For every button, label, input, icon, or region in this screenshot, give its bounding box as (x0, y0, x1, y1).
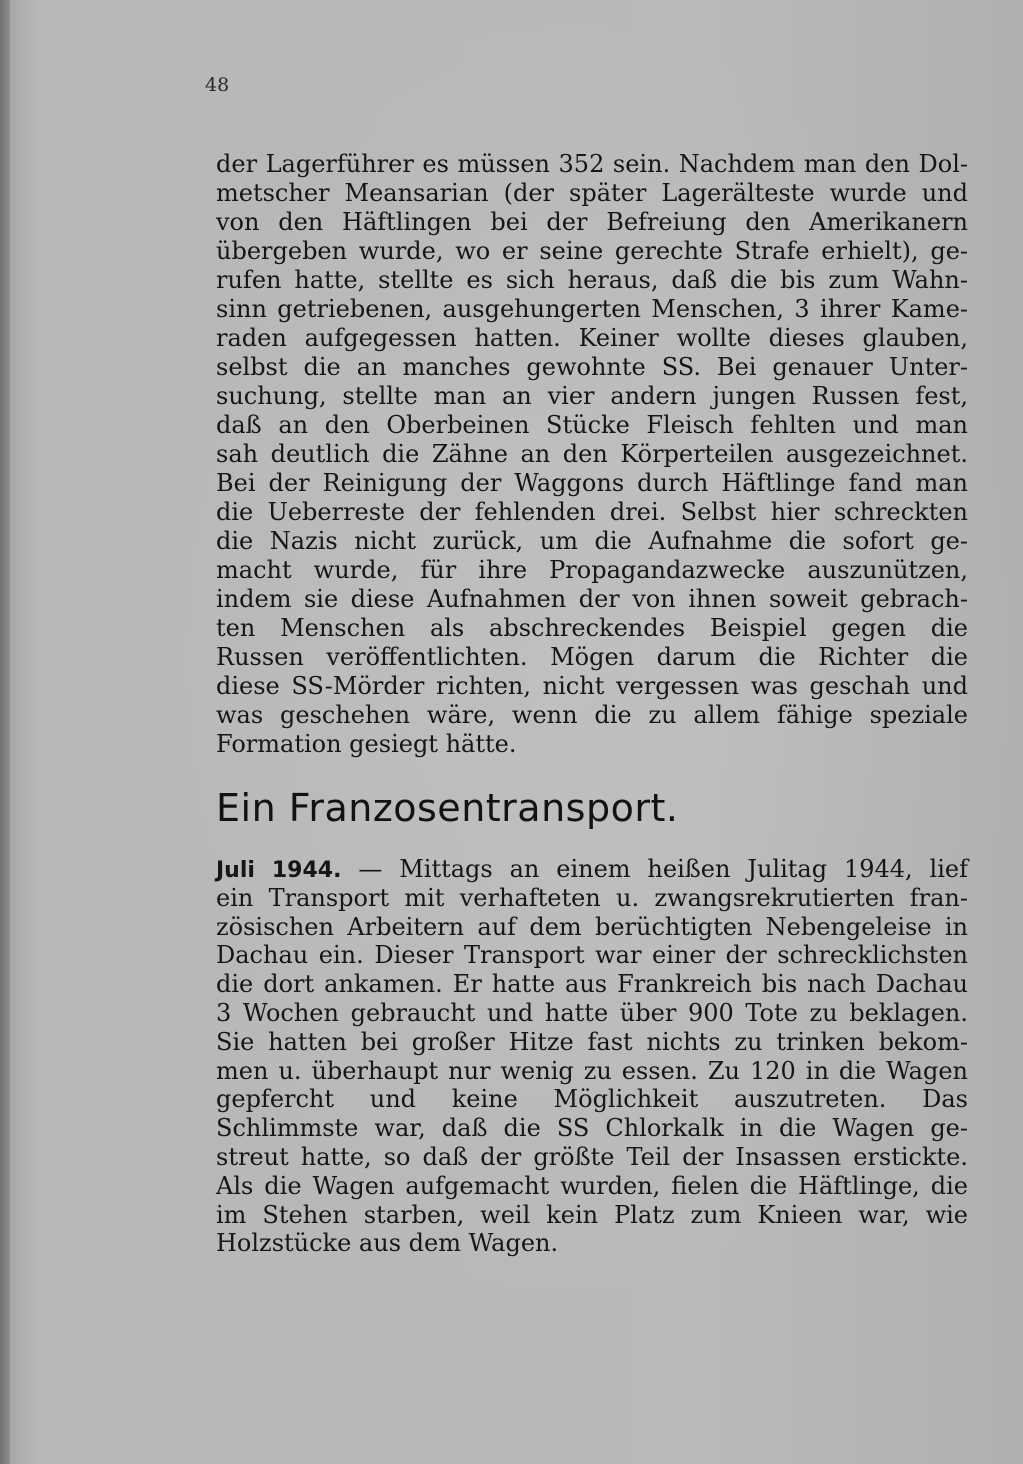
text-line: raden aufgegessen hatten. Keiner wollte dieses glauben, (216, 324, 968, 352)
text-line: die dort ankamen. Er hatte aus Frankreich bis nach Dachau (216, 970, 968, 999)
first-line-rest: — Mittags an einem heißen Julitag 1944, lief (341, 855, 968, 883)
text-line: men u. überhaupt nur wenig zu essen. Zu 120 in die Wagen (216, 1056, 968, 1085)
text-line: metscher Meansarian (der später Lagerälteste wurde und (216, 179, 968, 207)
text-line: die Ueberreste der fehlenden drei. Selbst hier schreckten (216, 498, 968, 526)
text-line: was geschehen wäre, wenn die zu allem fähige speziale (216, 701, 968, 729)
text-line: von den Häftlingen bei der Befreiung den Amerikanern (216, 208, 968, 236)
text-line: zösischen Arbeitern auf dem berüchtigten Nebengeleise in (216, 912, 968, 941)
text-line: im Stehen starben, weil kein Platz zum Knieen war, wie (216, 1200, 968, 1229)
text-line: ten Menschen als abschreckendes Beispiel gegen die (216, 614, 968, 642)
paragraph-1 (216, 150, 968, 759)
text-line: Dachau ein. Dieser Transport war einer der schrecklichsten (216, 941, 968, 970)
text-line: gepfercht und keine Möglichkeit auszutreten. Das (216, 1085, 968, 1114)
text-line: sinn getriebenen, ausgehungerten Menschen, 3 ihrer Kame- (216, 295, 968, 323)
text-line: rufen hatte, stellte es sich heraus, daß die bis zum Wahn- (216, 266, 968, 294)
text-line: Als die Wagen aufgemacht wurden, fielen die Häftlinge, die (216, 1171, 968, 1200)
text-line: Russen veröffentlichten. Mögen darum die Richter die (216, 643, 968, 671)
text-line: Formation gesiegt hätte. (216, 730, 517, 758)
text-line: diese SS-Mörder richten, nicht vergessen was geschah und (216, 672, 968, 700)
text-line: Holzstücke aus dem Wagen. (216, 1229, 559, 1258)
text-line: macht wurde, für ihre Propagandazwecke auszunützen, (216, 556, 968, 584)
text-line: selbst die an manches gewohnte SS. Bei genauer Unter- (216, 353, 968, 381)
text-line: Bei der Reinigung der Waggons durch Häftlinge fand man (216, 469, 968, 497)
text-line: daß an den Oberbeinen Stücke Fleisch fehlten und man (216, 411, 968, 439)
text-line-first (216, 855, 968, 884)
text-line: indem sie diese Aufnahmen der von ihnen soweit gebrach- (216, 585, 968, 613)
text-line: Schlimmste war, daß die SS Chlorkalk in die Wagen ge- (216, 1114, 968, 1143)
date-lead: Juli 1944. (216, 858, 342, 883)
text-line: übergeben wurde, wo er seine gerechte Strafe erhielt), ge- (216, 237, 968, 265)
paragraph-2 (216, 855, 968, 1258)
text-line: streut hatte, so daß der größte Teil der Insassen erstickte. (216, 1142, 968, 1171)
text-line: die Nazis nicht zurück, um die Aufnahme die sofort ge- (216, 527, 968, 555)
text-line: der Lagerführer es müssen 352 sein. Nachdem man den Dol- (216, 150, 968, 178)
text-line: Sie hatten bei großer Hitze fast nichts zu trinken bekom- (216, 1027, 968, 1056)
text-line: suchung, stellte man an vier andern jungen Russen fest, (216, 382, 968, 410)
section-heading: Ein Franzosentransport. (216, 786, 679, 830)
page-number: 48 (205, 74, 230, 96)
text-line: sah deutlich die Zähne an den Körperteilen ausgezeichnet. (216, 440, 968, 468)
text-line: ein Transport mit verhafteten u. zwangsrekrutierten fran- (216, 883, 968, 912)
text-line: 3 Wochen gebraucht und hatte über 900 Tote zu beklagen. (216, 998, 968, 1027)
